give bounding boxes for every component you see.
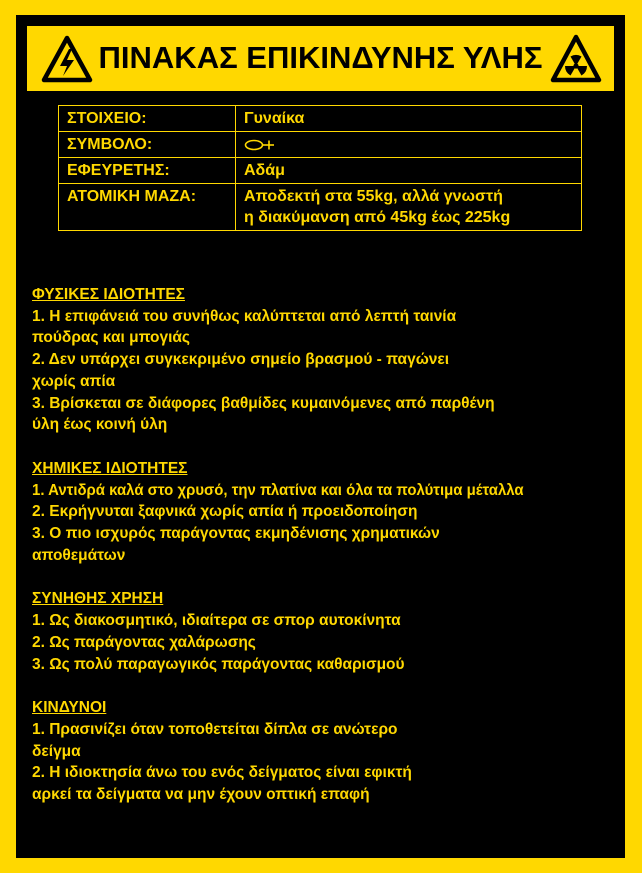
inventor-value: Αδάμ <box>236 158 582 184</box>
section-title: ΣΥΝΗΘΗΣ ΧΡΗΣΗ <box>32 590 164 608</box>
list-item: 1. Πρασινίζει όταν τοποθετείται δίπλα σε ανώτερο <box>32 720 398 738</box>
section-title: ΚΙΝΔΥΝΟΙ <box>32 699 107 717</box>
element-label: ΣΤΟΙΧΕΙΟ: <box>59 106 236 132</box>
element-info-table <box>58 105 582 231</box>
list-item: αρκεί τα δείγματα να μην έχουν οπτική επαφή <box>32 786 370 804</box>
list-item: δείγμα <box>32 742 81 760</box>
list-item: 2. Η ιδιοκτησία άνω του ενός δείγματος είναι εφικτή <box>32 764 412 782</box>
female-symbol-icon <box>244 138 276 152</box>
list-item: 2. Εκρήγνυται ξαφνικά χωρίς απία ή προειδοποίηση <box>32 503 418 521</box>
mass-value-line: η διακύμανση από 45kg έως 225kg <box>244 209 511 226</box>
list-item: 1. Η επιφάνειά του συνήθως καλύπτεται από λεπτή ταινία <box>32 307 457 325</box>
list-item: ύλη έως κοινή ύλη <box>32 416 168 434</box>
section-title: ΧΗΜΙΚΕΣ ΙΔΙΟΤΗΤΕΣ <box>32 459 188 477</box>
info-row-mass <box>59 184 582 231</box>
section-title: ΦΥΣΙΚΕΣ ΙΔΙΟΤΗΤΕΣ <box>32 286 185 303</box>
list-item <box>32 480 632 502</box>
list-item: 3. Ως πολύ παραγωγικός παράγοντας καθαρισμού <box>32 655 405 673</box>
mass-value-line: Αποδεκτή στα 55kg, αλλά γνωστή <box>244 188 503 205</box>
list-item: 2. Ως παράγοντας χαλάρωσης <box>32 633 256 651</box>
radiation-warning-icon <box>550 34 602 84</box>
info-row-inventor <box>59 158 582 184</box>
list-item: 1. Ως διακοσμητικό, ιδιαίτερα σε σπορ αυτοκίνητα <box>32 612 401 630</box>
info-row-element <box>59 106 582 132</box>
list-item: χωρίς απία <box>32 372 116 390</box>
list-item-text: 1. Αντιδρά καλά στο χρυσό, την πλατίνα και όλα τα πολύτιμα μέταλλα <box>32 481 524 499</box>
section-usage <box>32 588 632 675</box>
page-title: ΠΙΝΑΚΑΣ ΕΠΙΚΙΝΔΥΝΗΣ ΥΛΗΣ <box>98 40 543 75</box>
mass-value <box>236 184 582 231</box>
list-item: 2. Δεν υπάρχει συγκεκριμένο σημείο βρασμού - παγώνει <box>32 351 450 369</box>
list-item: 3. Βρίσκεται σε διάφορες βαθμίδες κυμαινόμενες από παρθένη <box>32 394 495 412</box>
high-voltage-warning-icon <box>41 35 93 83</box>
element-value: Γυναίκα <box>236 106 582 132</box>
info-row-symbol <box>59 132 582 158</box>
inventor-label: ΕΦΕΥΡΕΤΗΣ: <box>59 158 236 184</box>
list-item: 3. Ο πιο ισχυρός παράγοντας εκμηδένισης χρηματικών <box>32 525 440 543</box>
section-chemical <box>32 458 632 567</box>
mass-label: ΑΤΟΜΙΚΗ ΜΑΖΑ: <box>59 184 236 231</box>
list-item: αποθεμάτων <box>32 546 126 564</box>
section-dangers <box>32 697 632 806</box>
header-banner <box>24 23 617 94</box>
properties-list <box>32 284 632 828</box>
section-physical <box>32 284 632 436</box>
list-item: πούδρας και μπογιάς <box>32 329 190 347</box>
symbol-label: ΣΥΜΒΟΛΟ: <box>59 132 236 158</box>
hazard-panel <box>16 15 625 858</box>
symbol-value <box>236 132 582 158</box>
